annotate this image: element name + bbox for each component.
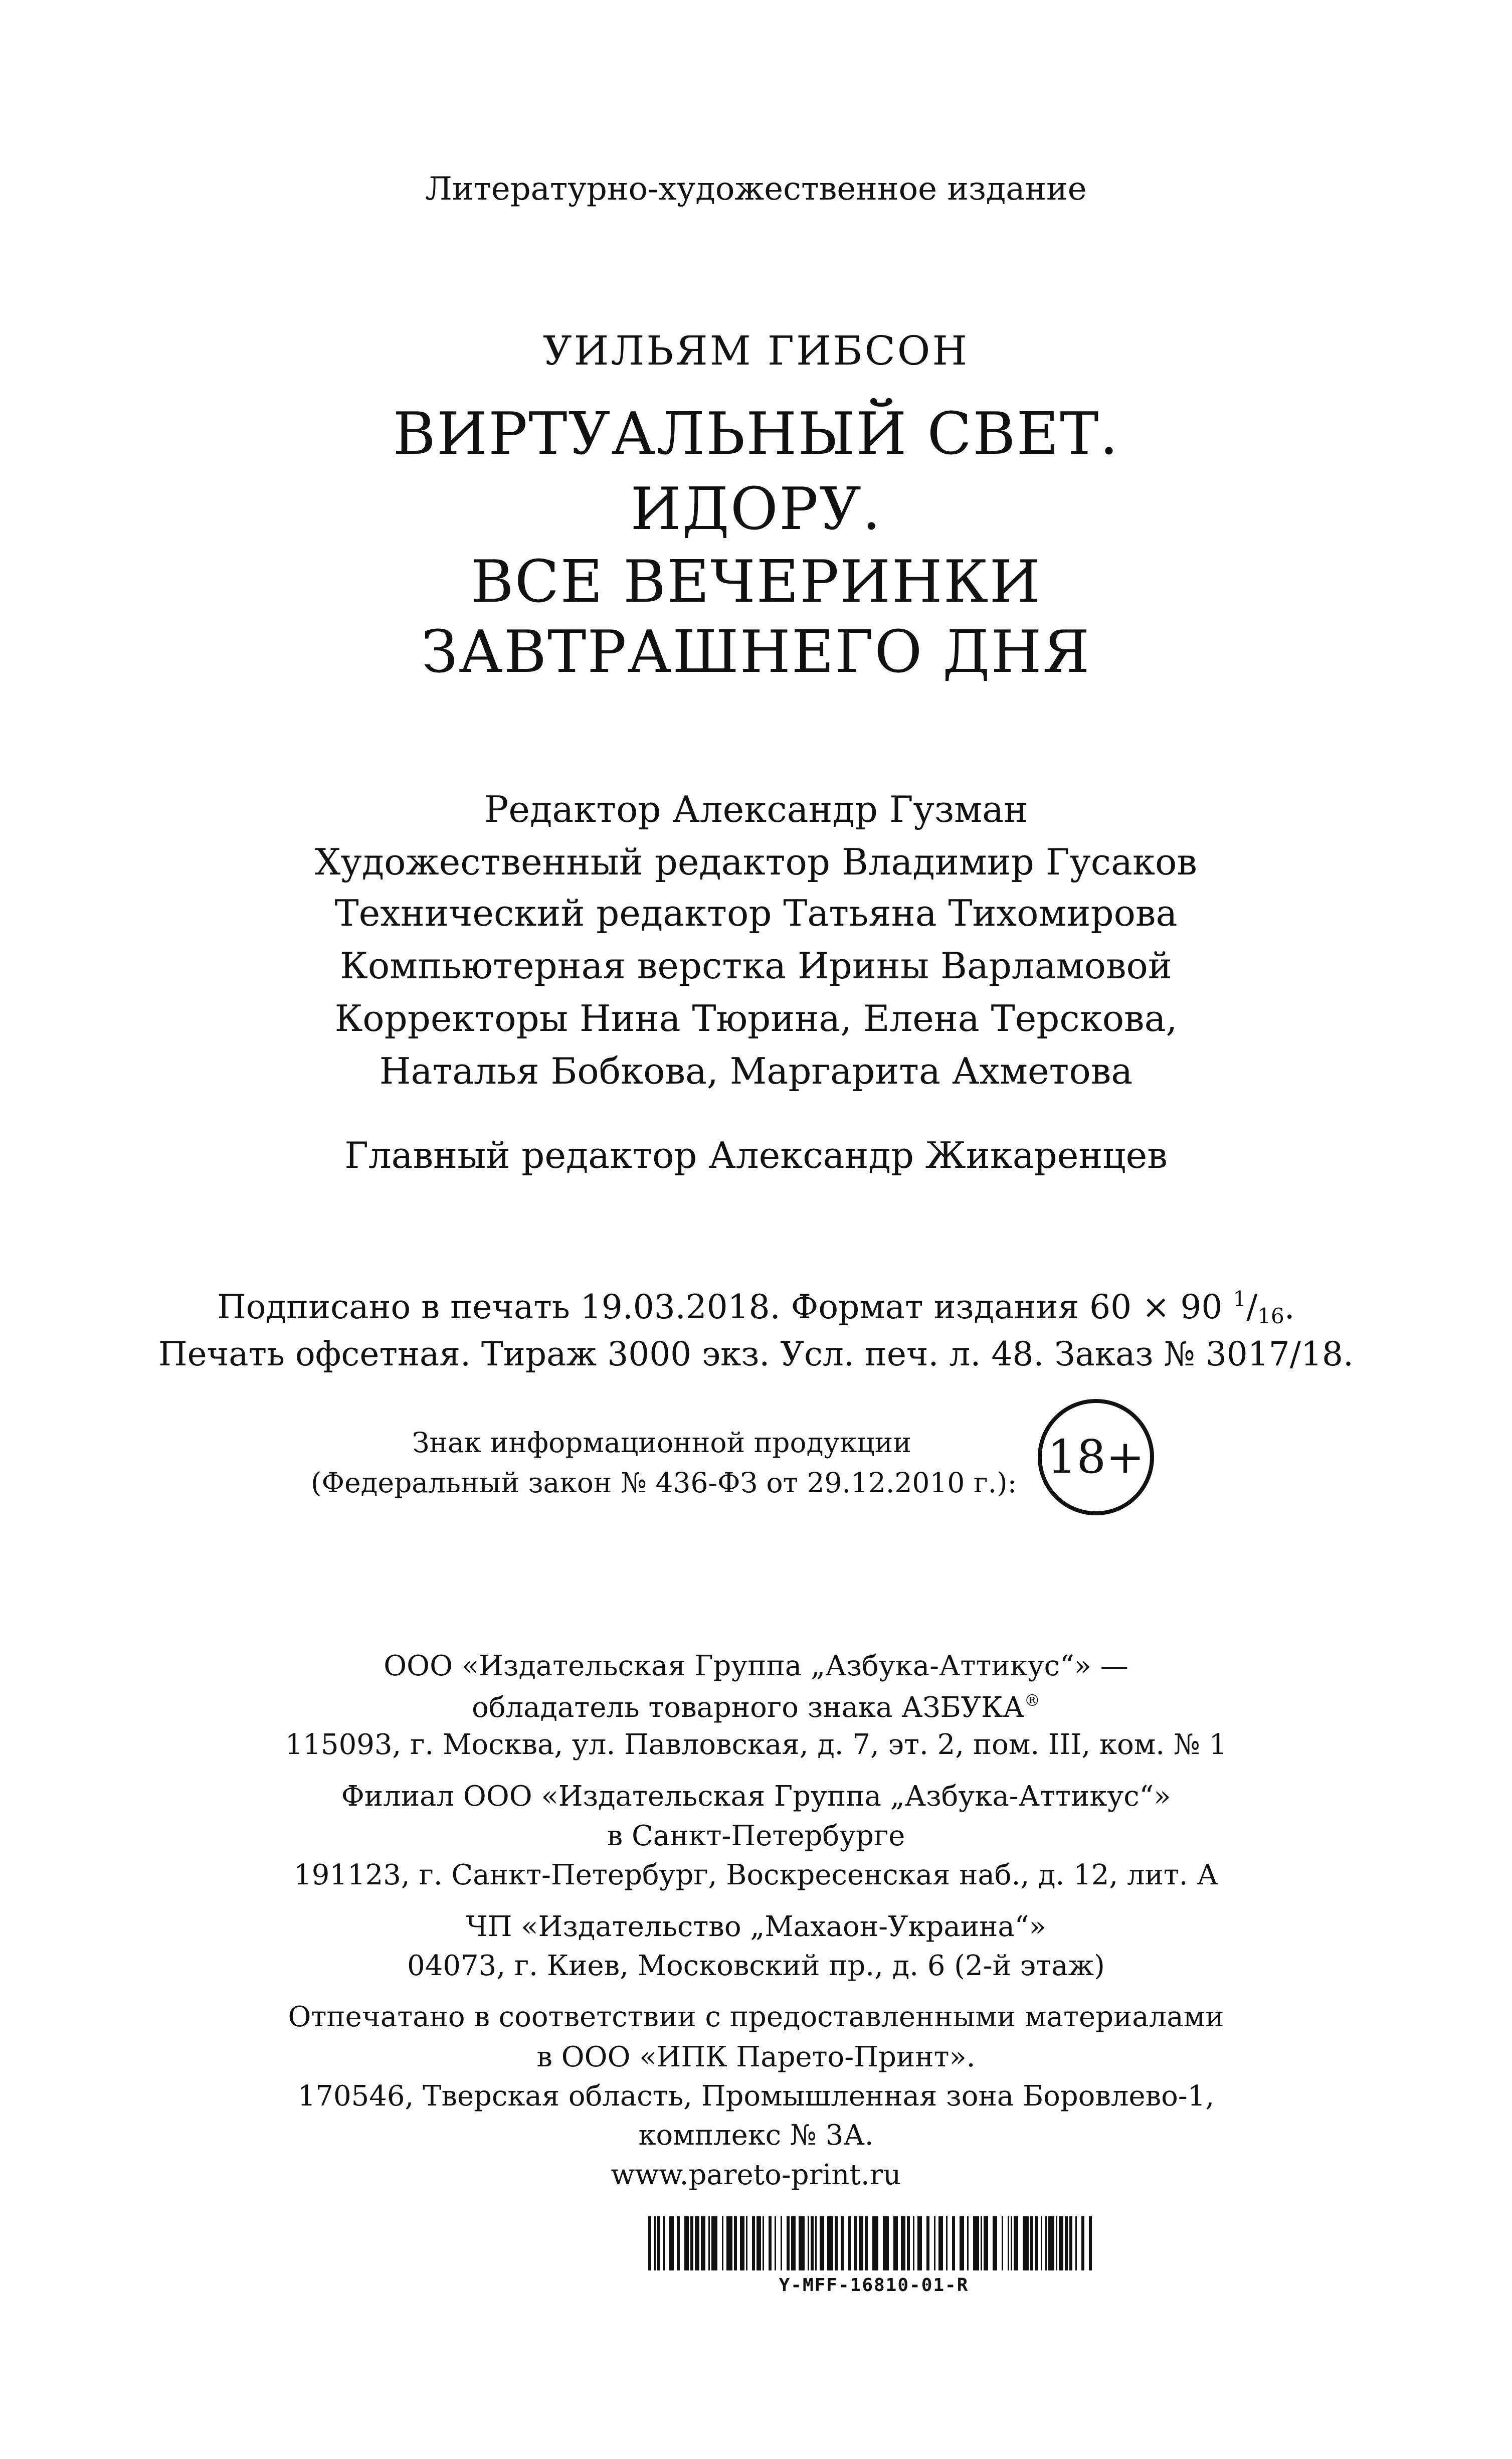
barcode-bar <box>901 2216 905 2270</box>
ukraine-publisher-address: 04073, г. Киев, Московский пр., д. 6 (2-й этаж) <box>407 1950 1105 1982</box>
barcode-bar <box>1041 2216 1042 2270</box>
barcode-bar <box>690 2216 693 2270</box>
barcode-bar <box>648 2216 651 2270</box>
barcode-bar <box>854 2216 857 2270</box>
barcode-bar <box>781 2216 782 2270</box>
barcode-bar <box>1002 2216 1003 2270</box>
print-info-line-1: Подписано в печать 19.03.2018. Формат издания 60 × 90 $^1/_{16}$. <box>217 1287 1295 1328</box>
barcode-bar <box>926 2216 929 2270</box>
barcode-bar <box>701 2216 705 2270</box>
barcode <box>648 2216 1099 2270</box>
barcode-bar <box>841 2216 844 2270</box>
barcode-bar <box>973 2216 979 2270</box>
barcode-bar <box>726 2216 732 2270</box>
printer-note: Отпечатано в соответствии с предоставленными материалами <box>288 2001 1224 2033</box>
publisher-address: 115093, г. Москва, ул. Павловская, д. 7, эт. 2, пом. III, ком. № 1 <box>285 1728 1227 1761</box>
barcode-bar <box>763 2216 764 2270</box>
barcode-bar <box>981 2216 982 2270</box>
barcode-bar <box>799 2216 805 2270</box>
book-title-line-2: ИДОРУ. <box>630 475 882 543</box>
branch-city: в Санкт-Петербурге <box>607 1820 905 1852</box>
barcode-bar <box>769 2216 772 2270</box>
credit-art-editor: Художественный редактор Владимир Гусаков <box>315 841 1197 883</box>
barcode-bar <box>1081 2216 1084 2270</box>
barcode-bar <box>708 2216 710 2270</box>
barcode-bar <box>820 2216 824 2270</box>
barcode-bar <box>859 2216 863 2270</box>
barcode-bar <box>663 2216 665 2270</box>
registered-mark: ® <box>1024 1691 1040 1710</box>
ukraine-publisher-name: ЧП «Издательство „Махаон-Украина“» <box>466 1910 1046 1943</box>
barcode-bar <box>1014 2216 1018 2270</box>
info-sign-label: Знак информационной продукции <box>412 1427 911 1459</box>
barcode-bar <box>993 2216 997 2270</box>
barcode-label: Y-MFF-16810-01-R <box>779 2275 969 2296</box>
barcode-bar <box>657 2216 660 2270</box>
barcode-bar <box>695 2216 699 2270</box>
barcode-bar <box>1065 2216 1068 2270</box>
info-sign-law: (Федеральный закон № 436-ФЗ от 29.12.2010 г.): <box>311 1467 1017 1499</box>
barcode-bar <box>1075 2216 1077 2270</box>
edition-type: Литературно-художественное издание <box>425 170 1087 208</box>
barcode-bar <box>907 2216 910 2270</box>
barcode-bar <box>757 2216 761 2270</box>
barcode-bar <box>1011 2216 1012 2270</box>
barcode-bar <box>1069 2216 1072 2270</box>
print-info-period: . <box>1284 1288 1295 1326</box>
branch-name: Филиал ООО «Издательская Группа „Азбука-Аттикус“» <box>341 1780 1171 1813</box>
barcode-bar <box>848 2216 851 2270</box>
age-rating-badge <box>1038 1399 1154 1515</box>
printer-address: 170546, Тверская область, Промышленная зона Боровлево-1, <box>297 2080 1215 2113</box>
barcode-bar <box>669 2216 674 2270</box>
barcode-bar <box>872 2216 878 2270</box>
barcode-bar <box>787 2216 790 2270</box>
chief-editor: Главный редактор Александр Жикаренцев <box>344 1134 1168 1176</box>
print-info-line-2: Печать офсетная. Тираж 3000 экз. Усл. печ. л. 48. Заказ № 3017/18. <box>158 1335 1354 1373</box>
barcode-bar <box>677 2216 680 2270</box>
printer-website: www.pareto-print.ru <box>611 2159 901 2191</box>
barcode-bar <box>1035 2216 1038 2270</box>
barcode-bar <box>1045 2216 1047 2270</box>
barcode-bar <box>722 2216 723 2270</box>
age-rating-text: 18+ <box>1047 1430 1145 1484</box>
print-info-format: Подписано в печать 19.03.2018. Формат издания 60 × 90 <box>217 1288 1223 1326</box>
barcode-bar <box>684 2216 689 2270</box>
barcode-bar <box>913 2216 914 2270</box>
barcode-bar <box>1089 2216 1092 2270</box>
barcode-bar <box>967 2216 969 2270</box>
book-title-line-3: ВСЕ ВЕЧЕРИНКИ <box>471 548 1041 616</box>
barcode-bar <box>934 2216 935 2270</box>
barcode-bar <box>734 2216 737 2270</box>
barcode-bar <box>791 2216 796 2270</box>
barcode-bar <box>815 2216 817 2270</box>
branch-address: 191123, г. Санкт-Петербург, Воскресенская наб., д. 12, лит. А <box>294 1859 1218 1891</box>
barcode-bar <box>893 2216 898 2270</box>
credit-proofreaders-1: Корректоры Нина Тюрина, Елена Терскова, <box>334 997 1178 1039</box>
printer-complex: комплекс № 3А. <box>638 2119 874 2152</box>
barcode-bar <box>1008 2216 1009 2270</box>
credit-layout: Компьютерная верстка Ирины Варламовой <box>340 945 1172 987</box>
barcode-bar <box>883 2216 889 2270</box>
barcode-bar <box>960 2216 964 2270</box>
credit-technical-editor: Технический редактор Татьяна Тихомирова <box>334 892 1178 934</box>
barcode-bar <box>1023 2216 1029 2270</box>
barcode-bar <box>835 2216 838 2270</box>
barcode-bar <box>752 2216 755 2270</box>
barcode-bar <box>917 2216 922 2270</box>
barcode-bar <box>654 2216 656 2270</box>
author-name: УИЛЬЯМ ГИБСОН <box>542 327 970 374</box>
book-title-line-4: ЗАВТРАШНЕГО ДНЯ <box>421 618 1091 686</box>
barcode-bar <box>775 2216 776 2270</box>
publisher-trademark <box>0 1692 1512 1722</box>
format-fraction-denominator: 16 <box>1257 1304 1284 1328</box>
barcode-bar <box>808 2216 809 2270</box>
format-fraction-numerator: 1 <box>1233 1287 1247 1311</box>
barcode-bar <box>984 2216 988 2270</box>
barcode-bar <box>746 2216 747 2270</box>
barcode-bar <box>938 2216 943 2270</box>
barcode-bar <box>811 2216 814 2270</box>
barcode-bar <box>952 2216 955 2270</box>
barcode-bar <box>827 2216 833 2270</box>
credit-proofreaders-2: Наталья Бобкова, Маргарита Ахметова <box>379 1050 1133 1092</box>
credit-editor: Редактор Александр Гузман <box>484 788 1028 830</box>
barcode-bar <box>1030 2216 1033 2270</box>
barcode-bar <box>865 2216 868 2270</box>
book-title-line-1: ВИРТУАЛЬНЫЙ СВЕТ. <box>393 400 1119 468</box>
barcode-bar <box>1059 2216 1063 2270</box>
printer-name: в ООО «ИПК Парето-Принт». <box>536 2041 976 2073</box>
publisher-trademark-text: обладатель товарного знака АЗБУКА <box>472 1691 1024 1724</box>
barcode-bar <box>1048 2216 1054 2270</box>
barcode-bar <box>1056 2216 1057 2270</box>
barcode-bar <box>946 2216 948 2270</box>
publisher-name: ООО «Издательская Группа „Азбука-Аттикус“» — <box>384 1650 1128 1682</box>
barcode-bar <box>711 2216 717 2270</box>
barcode-bar <box>740 2216 744 2270</box>
